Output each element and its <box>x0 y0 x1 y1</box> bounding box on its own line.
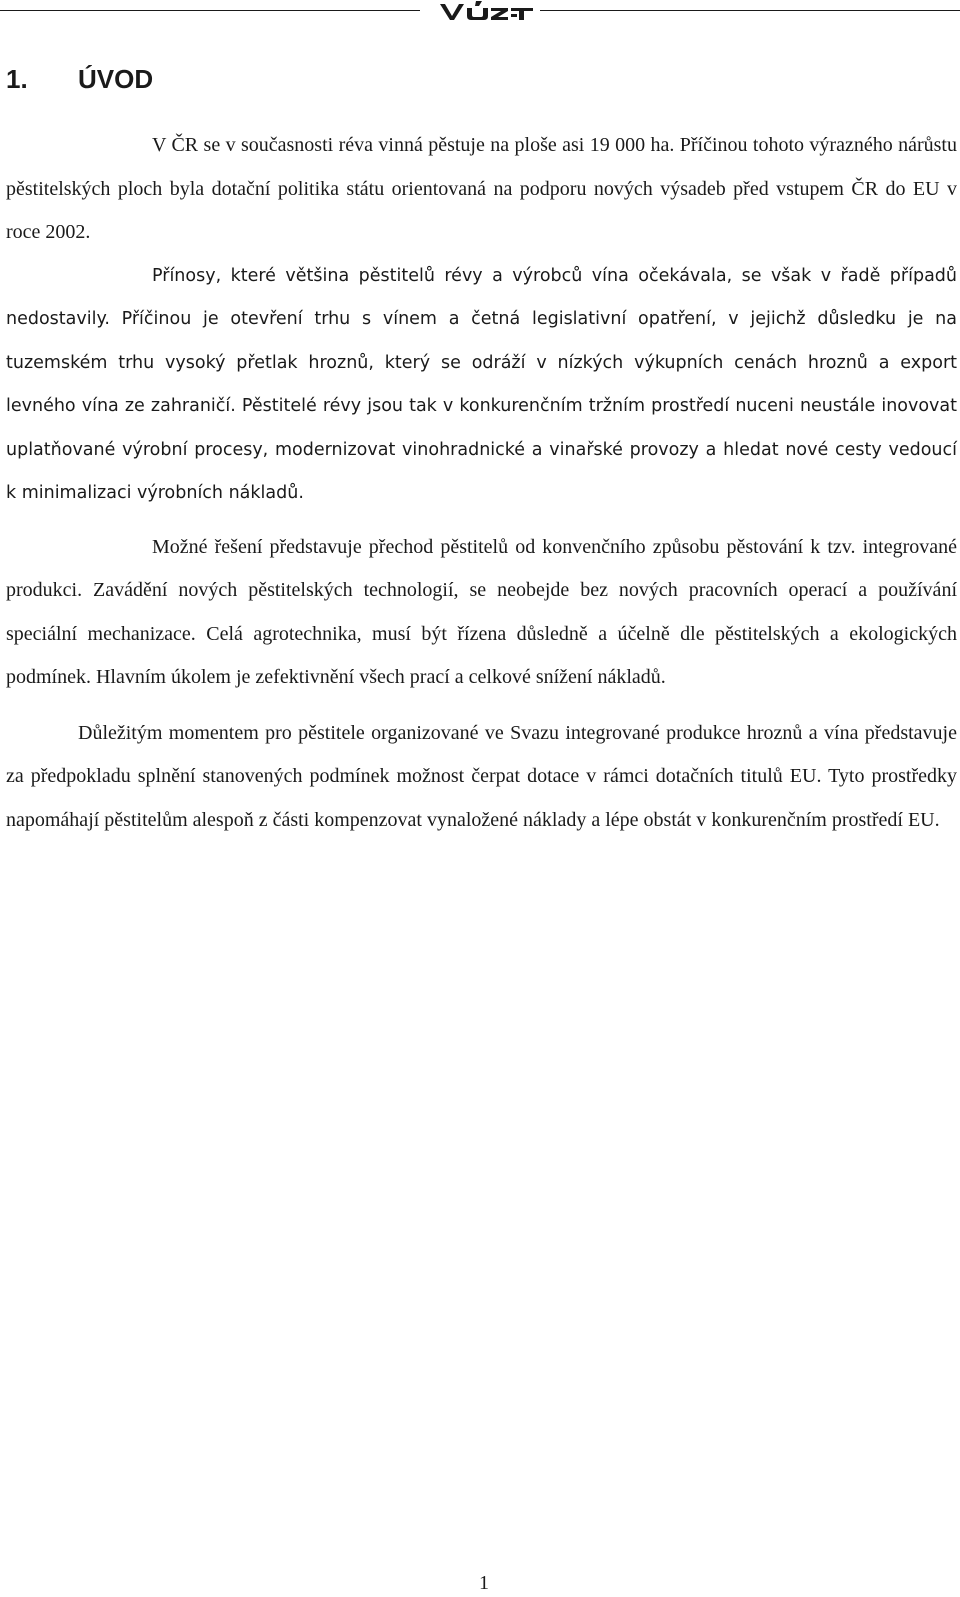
header-rule-right <box>540 10 960 11</box>
header-rule-left <box>0 10 420 11</box>
paragraph-4: Důležitým momentem pro pěstitele organizované ve Svazu integrované produkce hroznů a vína představuje za předpokladu splnění stanovených podmínek možnost čerpat dotace v rámci dotačních titulů EU. Tyto prostředky napomáhají pěstitelům alespoň z části kompenzovat vynaložené náklady a lépe obstát v konkurenčním prostředí EU. <box>6 721 957 831</box>
paragraph-3: Možné řešení představuje přechod pěstitelů od konvenčního způsobu pěstování k tzv. integrované produkci. Zavádění nových pěstitelských technologií, se neobejde bez nových pracovních operací a používání speciální mechanizace. Celá agrotechnika, musí být řízena důsledně a účelně dle pěstitelských a ekologických podmínek. Hlavním úkolem je zefektivnění všech prací a celkové snížení nákladů. <box>6 535 957 688</box>
vuzt-logo <box>438 0 536 24</box>
paragraph-1: V ČR se v současnosti réva vinná pěstuje na ploše asi 19 000 ha. Příčinou tohoto výrazného nárůstu pěstitelských ploch byla dotační politika státu orientovaná na podporu nových výsadeb před vstupem ČR do EU v roce 2002. <box>6 134 957 243</box>
section-number: 1. <box>6 64 28 94</box>
body-text <box>6 124 957 842</box>
section-heading <box>6 64 153 95</box>
section-title: ÚVOD <box>78 64 154 94</box>
page-number: 1 <box>479 1572 489 1594</box>
paragraph-2: Přínosy, které většina pěstitelů révy a výrobců vína očekávala, se však v řadě případů nedostavily. Příčinou je otevření trhu s vínem a četná legislativní opatření, v jejichž důsledku je na tuzemském trhu vysoký přetlak hroznů, který se odráží v nízkých výkupních cenách hroznů a export levného vína ze zahraničí. Pěstitelé révy jsou tak v konkurenčním tržním prostředí nuceni neustále inovovat uplatňované výrobní procesy, modernizovat vinohradnické a vinařské provozy a hledat nové cesty vedoucí k minimalizaci výrobních nákladů. <box>6 265 957 503</box>
